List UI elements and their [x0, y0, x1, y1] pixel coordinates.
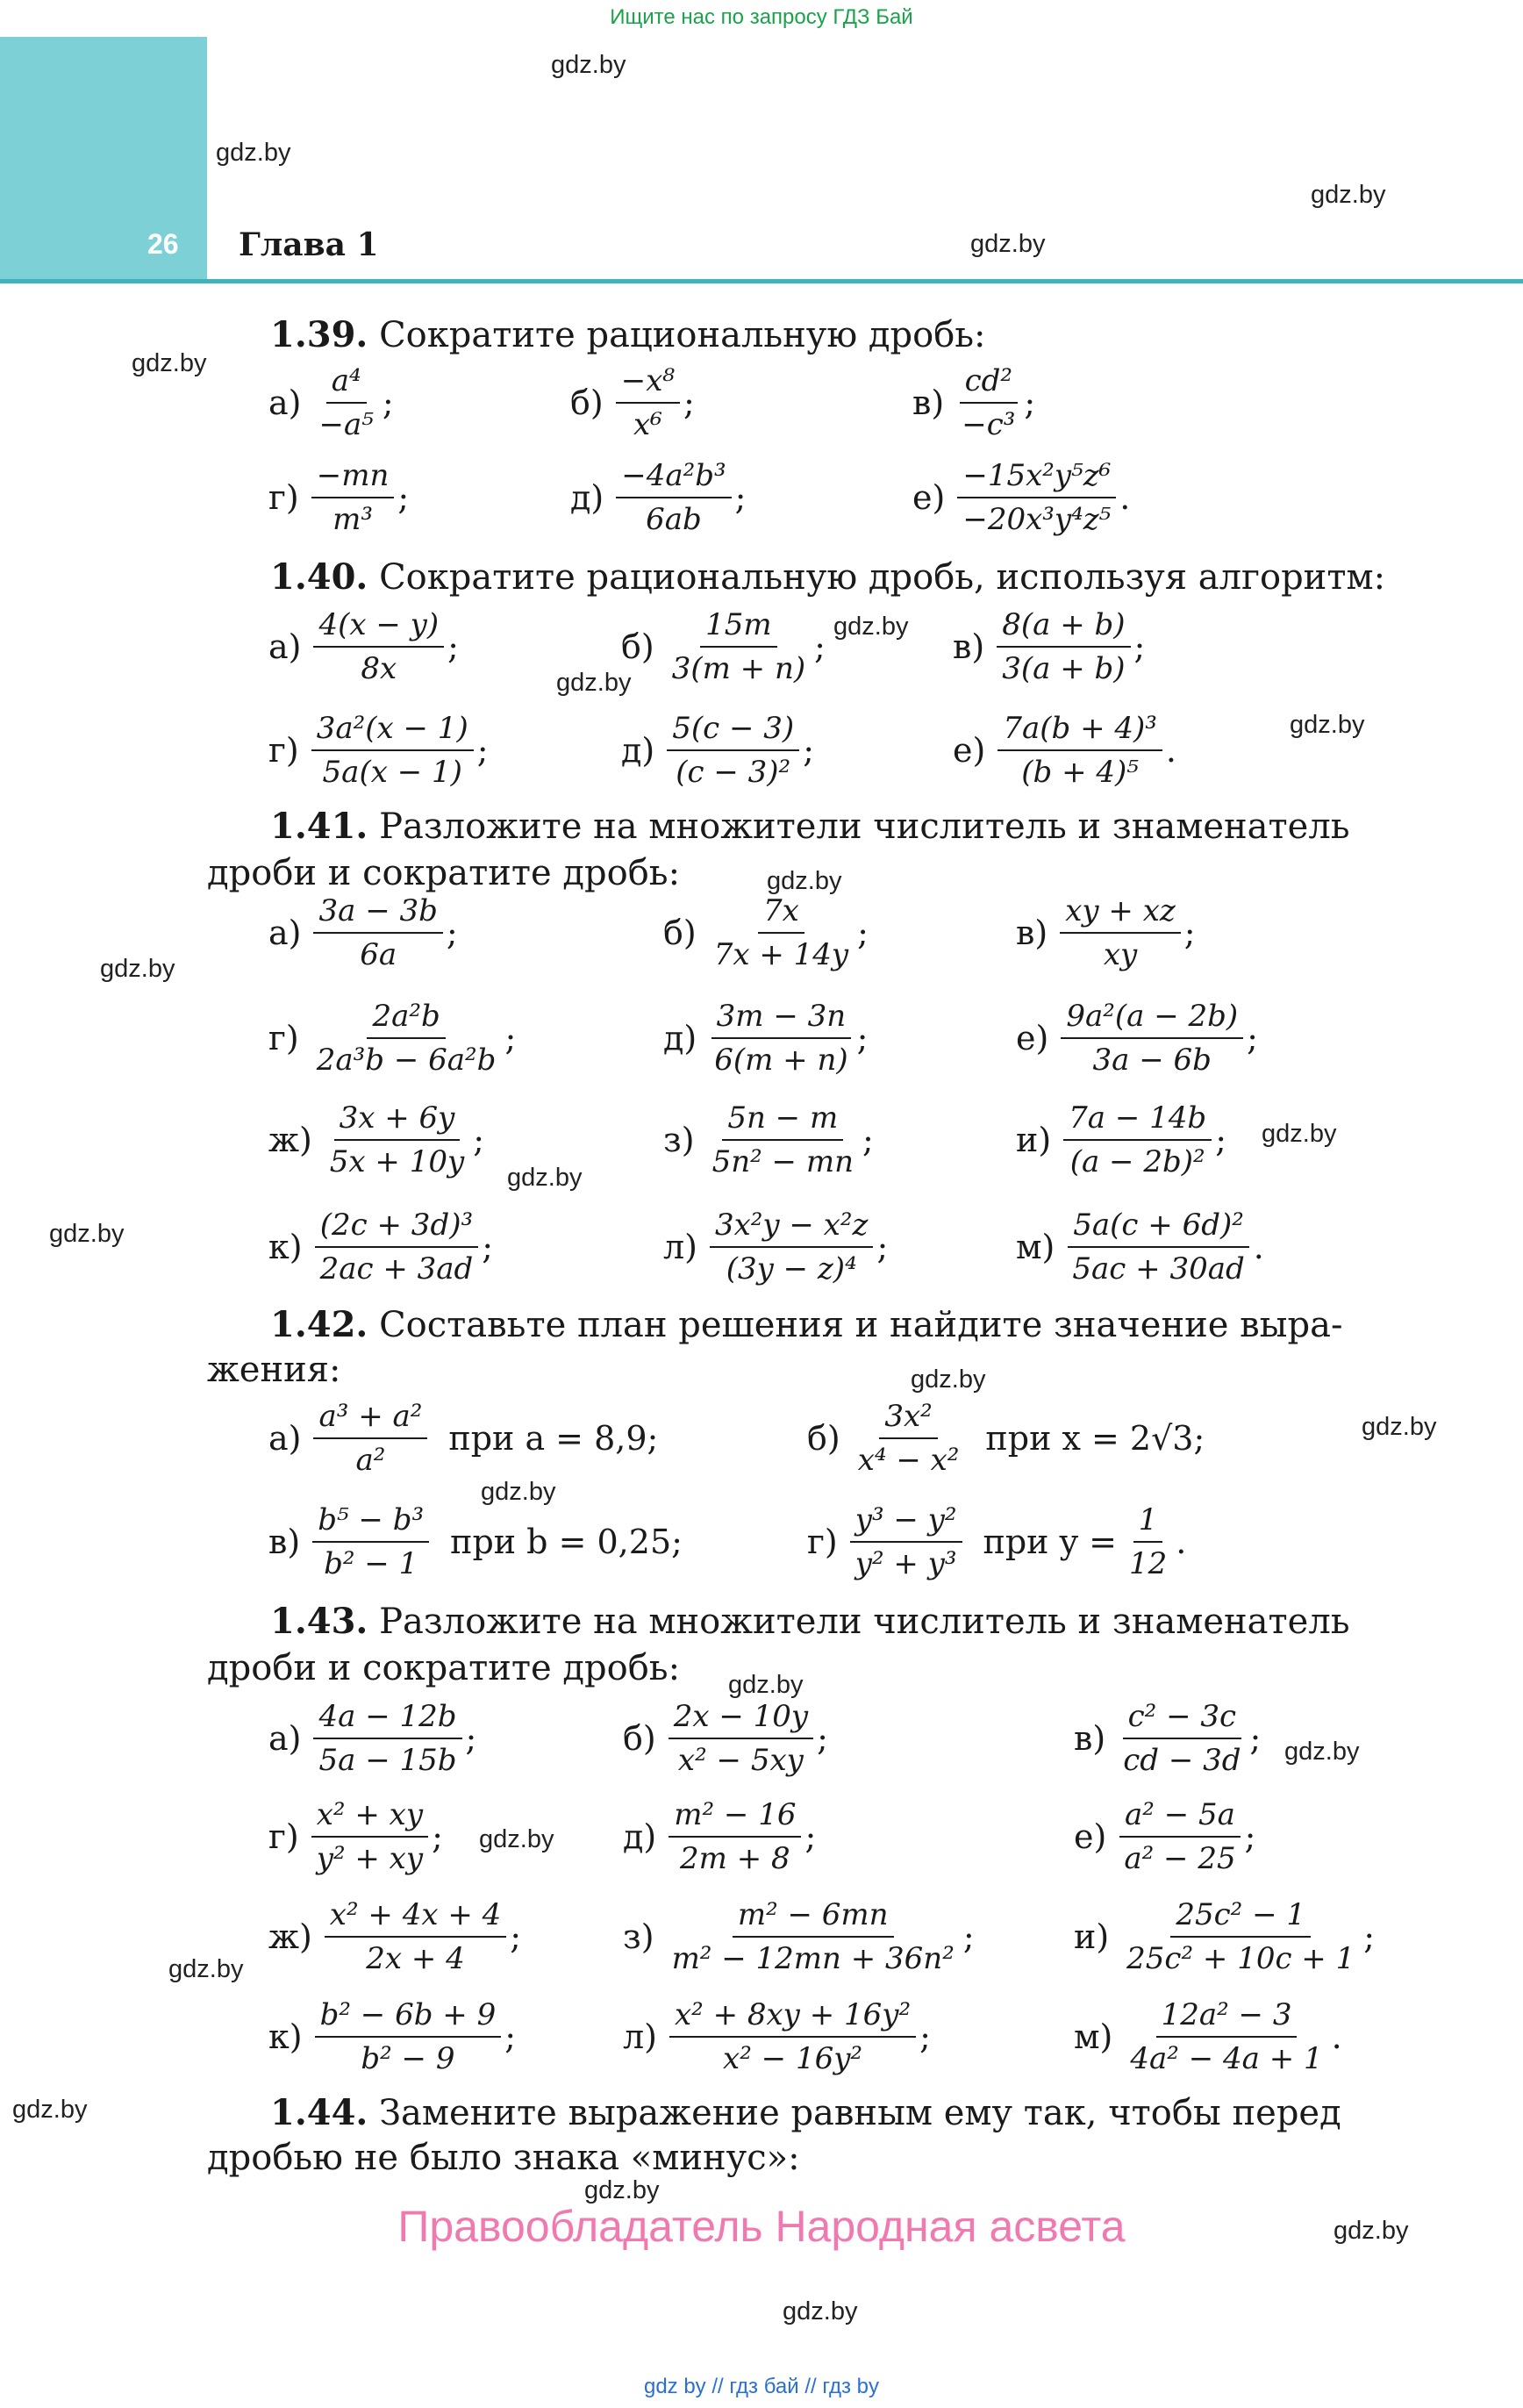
item-label: а): [268, 1419, 302, 1458]
numerator: 25c² − 1: [1170, 1897, 1311, 1938]
watermark: gdz.by: [12, 2096, 88, 2124]
fraction: [313, 363, 378, 442]
copyright-notice: Правообладатель Народная асвета: [397, 2202, 1126, 2251]
item-suffix: ;: [1133, 627, 1146, 666]
watermark: gdz.by: [1284, 1738, 1360, 1766]
denominator: y² + y³: [854, 1546, 957, 1581]
numerator: 15m: [700, 607, 777, 648]
item-label: в): [912, 383, 945, 422]
item-label: б): [570, 383, 604, 422]
numerator: y³ − y²: [850, 1502, 962, 1543]
page-number: 26: [147, 228, 179, 260]
fraction: [313, 1699, 461, 1778]
fraction-item: [1074, 1997, 1342, 2076]
item-label: к): [268, 2017, 303, 2056]
numerator: a³ + a²: [313, 1399, 427, 1439]
fraction: [1121, 1897, 1360, 1976]
fraction: [1063, 1100, 1212, 1179]
denominator: 3a − 6b: [1092, 1043, 1212, 1078]
denominator: a² − 25: [1124, 1841, 1236, 1876]
fraction-item: [621, 711, 814, 790]
item-suffix: ;: [862, 1121, 874, 1159]
fraction: [957, 458, 1116, 537]
item-suffix: ;: [504, 2017, 517, 2056]
task-1-41-heading: [270, 806, 1350, 848]
fraction-item: [1016, 893, 1196, 972]
numerator: 2x − 10y: [669, 1699, 813, 1739]
watermark: gdz.by: [479, 1825, 554, 1853]
fraction-item: [1074, 1897, 1375, 1976]
item-suffix: .: [1165, 731, 1176, 770]
task-text-continuation: дроби и сократите дробь:: [207, 1648, 681, 1688]
item-label: г): [807, 1523, 838, 1561]
chapter-title: Глава 1: [239, 226, 379, 263]
watermark: gdz.by: [507, 1164, 583, 1192]
fraction-item: [1074, 1797, 1255, 1876]
fraction-item: [268, 458, 409, 537]
fraction-item: [623, 1699, 828, 1778]
item-suffix: ;: [1247, 1019, 1258, 1057]
numerator: 3m − 3n: [711, 999, 852, 1039]
fraction: [667, 711, 799, 790]
fraction: [707, 1100, 859, 1179]
denominator: a²: [355, 1443, 386, 1478]
denominator: 7x + 14y: [713, 937, 849, 972]
denominator: (b + 4)⁵: [1021, 755, 1139, 790]
numerator: b⁵ − b³: [312, 1502, 429, 1543]
item-label: м): [1074, 2017, 1113, 2056]
fraction-item: [663, 893, 869, 972]
item-label: е): [1074, 1817, 1107, 1856]
item-suffix: ;: [803, 731, 814, 770]
watermark: gdz.by: [49, 1220, 125, 1248]
denominator: 5a − 15b: [318, 1743, 457, 1778]
watermark: gdz.by: [216, 139, 291, 167]
watermark: gdz.by: [970, 230, 1046, 258]
denominator: 12: [1128, 1546, 1168, 1581]
item-label: а): [268, 914, 302, 952]
fraction: [325, 1100, 469, 1179]
item-label: е): [953, 731, 986, 770]
item-label: б): [623, 1719, 656, 1758]
fraction-item: [1074, 1699, 1261, 1778]
watermark: gdz.by: [100, 955, 175, 983]
item-suffix: ;: [919, 2017, 931, 2056]
item-suffix: ;: [1024, 383, 1036, 422]
item-label: ж): [268, 1917, 312, 1956]
denominator: 5a(x − 1): [322, 755, 462, 790]
item-label: а): [268, 1719, 302, 1758]
fraction: [669, 1699, 813, 1778]
item-suffix: ;: [1183, 914, 1196, 952]
item-suffix: ;: [432, 1817, 443, 1856]
denominator: 4a² − 4a + 1: [1130, 2041, 1323, 2076]
item-label: м): [1016, 1228, 1055, 1266]
fraction: [667, 607, 811, 686]
watermark: gdz.by: [728, 1671, 804, 1699]
fraction-item: [623, 1797, 816, 1876]
numerator: 3x + 6y: [334, 1100, 461, 1141]
numerator: 5n − m: [722, 1100, 843, 1141]
fraction: [313, 1399, 427, 1478]
fraction: [710, 1208, 873, 1286]
item-suffix: ;: [446, 914, 458, 952]
task-text: Разложите на множители числитель и знаменатель: [379, 1602, 1350, 1642]
fraction: [1060, 893, 1181, 972]
item-label: з): [623, 1917, 654, 1956]
denominator: xy: [1103, 937, 1138, 972]
fraction-item: [570, 363, 695, 442]
item-label: д): [570, 478, 604, 517]
task-text: Сократите рациональную дробь:: [379, 315, 986, 355]
item-suffix: .: [1331, 2017, 1342, 2056]
numerator: −x⁸: [616, 363, 680, 404]
numerator: 7a(b + 4)³: [997, 711, 1162, 751]
watermark: gdz.by: [481, 1478, 556, 1506]
item-suffix: ;: [1244, 1817, 1256, 1856]
task-text-continuation: дроби и сократите дробь:: [207, 853, 681, 893]
numerator: m² − 16: [669, 1797, 801, 1838]
denominator: 2a³b − 6a²b: [316, 1043, 497, 1078]
fraction: [1067, 1208, 1249, 1286]
item-label: а): [268, 383, 302, 422]
numerator: 3x²y − x²z: [710, 1208, 873, 1248]
denominator: 5n² − mn: [711, 1144, 854, 1179]
item-label: в): [268, 1523, 301, 1561]
task-number: 1.44.: [270, 2092, 368, 2133]
item-suffix: .: [1176, 1523, 1187, 1561]
item-suffix: .: [1253, 1228, 1264, 1266]
item-suffix: ;: [510, 1917, 522, 1956]
task-number: 1.39.: [270, 314, 368, 355]
item-label: г): [268, 478, 299, 517]
fraction: [313, 893, 442, 972]
item-label: е): [1016, 1019, 1049, 1057]
denominator: y² + xy: [316, 1841, 424, 1876]
task-text-continuation: жения:: [207, 1350, 341, 1390]
item-suffix: ;: [683, 383, 695, 422]
task-1-39-heading: [270, 314, 986, 356]
denominator: x⁴ − x²: [857, 1443, 960, 1478]
fraction-item: [268, 711, 489, 790]
item-label: а): [268, 627, 302, 666]
numerator: 5a(c + 6d)²: [1068, 1208, 1249, 1248]
item-suffix: .: [1119, 478, 1131, 517]
watermark: gdz.by: [168, 1955, 244, 1983]
fraction-item: [268, 363, 394, 442]
numerator: b² − 6b + 9: [315, 1997, 502, 2038]
item-suffix: ;: [382, 383, 394, 422]
numerator: 4(x − y): [313, 607, 444, 648]
watermark: gdz.by: [911, 1365, 986, 1394]
numerator: 7a − 14b: [1063, 1100, 1212, 1141]
fraction-item: [807, 1502, 1186, 1581]
watermark: gdz.by: [1290, 711, 1365, 739]
fraction-item: [912, 363, 1035, 442]
numerator: x² + 4x + 4: [325, 1897, 506, 1938]
fraction-item: [1016, 999, 1258, 1078]
denominator: −c³: [962, 407, 1016, 442]
numerator: cd²: [960, 363, 1018, 404]
fraction-item: [268, 1797, 443, 1876]
item-label: г): [268, 731, 299, 770]
denominator: x² − 5xy: [677, 1743, 804, 1778]
task-number: 1.40.: [270, 556, 368, 598]
item-suffix: при y =: [983, 1523, 1117, 1561]
numerator: 1: [1133, 1502, 1163, 1543]
numerator: xy + xz: [1060, 893, 1181, 934]
item-suffix: ;: [804, 1817, 817, 1856]
fraction-item: [621, 607, 826, 686]
item-label: д): [663, 1019, 697, 1057]
numerator: −4a²b³: [616, 458, 731, 498]
fraction-item: [268, 893, 458, 972]
numerator: (2c + 3d)³: [315, 1208, 478, 1248]
denominator: (3y − z)⁴: [726, 1251, 857, 1286]
item-label: л): [623, 2017, 657, 2056]
watermark: gdz.by: [1334, 2217, 1409, 2245]
item-label: и): [1016, 1121, 1052, 1159]
item-suffix: ;: [447, 627, 459, 666]
item-suffix: ;: [962, 1917, 975, 1956]
fraction: [311, 1797, 428, 1876]
denominator: −20x³y⁴z⁵: [962, 502, 1112, 537]
watermark: gdz.by: [833, 613, 909, 641]
top-banner-link[interactable]: Ищите нас по запросу ГДЗ Бай: [610, 5, 913, 29]
fraction: [1124, 1502, 1172, 1581]
item-label: г): [268, 1019, 299, 1057]
denominator: (c − 3)²: [676, 755, 791, 790]
task-1-42-heading: [270, 1304, 1342, 1346]
item-label: в): [953, 627, 985, 666]
item-label: е): [912, 478, 946, 517]
numerator: a² − 5a: [1119, 1797, 1241, 1838]
item-suffix: ;: [482, 1228, 494, 1266]
fraction: [709, 893, 854, 972]
task-text: Сократите рациональную дробь, используя алгоритм:: [379, 557, 1386, 598]
fraction: [311, 711, 474, 790]
denominator: x² − 16y²: [723, 2041, 863, 2076]
denominator: 6(m + n): [714, 1043, 848, 1078]
fraction: [669, 1797, 801, 1876]
numerator: −mn: [311, 458, 395, 498]
fraction-item: [1016, 1208, 1264, 1286]
item-label: ж): [268, 1121, 312, 1159]
item-suffix: ;: [817, 1719, 828, 1758]
item-suffix: ;: [1363, 1917, 1376, 1956]
denominator: cd − 3d: [1123, 1743, 1241, 1778]
item-label: в): [1074, 1719, 1106, 1758]
item-label: д): [623, 1817, 657, 1856]
numerator: x² + 8xy + 16y²: [669, 1997, 916, 2038]
denominator: 3(m + n): [671, 651, 806, 686]
fraction-item: [268, 607, 459, 686]
denominator: 6ab: [646, 502, 702, 537]
task-1-40-heading: [270, 556, 1385, 598]
fraction-item: [268, 1502, 683, 1581]
fraction: [850, 1502, 962, 1581]
fraction-item: [268, 1897, 521, 1976]
fraction-item: [623, 1997, 931, 2076]
fraction-item: [268, 1399, 658, 1478]
task-text: Замените выражение равным ему так, чтобы перед: [379, 2093, 1341, 2133]
numerator: 2a²b: [367, 999, 445, 1039]
item-label: з): [663, 1121, 695, 1159]
task-1-44-heading: [270, 2092, 1341, 2134]
fraction: [667, 1897, 960, 1976]
fraction-item: [570, 458, 746, 537]
fraction-item: [953, 607, 1145, 686]
bottom-banner-link[interactable]: gdz by // гдз бай // гдз by: [643, 2375, 880, 2398]
numerator: a⁴: [326, 363, 367, 404]
item-suffix: ;: [857, 914, 869, 952]
item-suffix: ;: [876, 1228, 889, 1266]
fraction: [997, 711, 1162, 790]
numerator: m² − 6mn: [733, 1897, 894, 1938]
numerator: 3x²: [879, 1399, 937, 1439]
watermark: gdz.by: [1362, 1413, 1437, 1441]
fraction: [311, 458, 395, 537]
task-number: 1.41.: [270, 806, 368, 847]
watermark: gdz.by: [1262, 1120, 1337, 1148]
item-suffix: ;: [504, 1019, 517, 1057]
watermark: gdz.by: [783, 2297, 858, 2326]
task-text-continuation: дробью не было знака «минус»:: [207, 2138, 800, 2178]
denominator: 5ac + 30ad: [1072, 1251, 1245, 1286]
item-suffix: ;: [1215, 1121, 1227, 1159]
numerator: 12a² − 3: [1156, 1997, 1298, 2038]
fraction-item: [268, 1100, 484, 1179]
numerator: −15x²y⁵z⁶: [957, 458, 1116, 498]
fraction-item: [953, 711, 1176, 790]
watermark: gdz.by: [767, 867, 842, 895]
fraction: [853, 1399, 965, 1478]
denominator: 2ac + 3ad: [319, 1251, 474, 1286]
denominator: (a − 2b)²: [1069, 1144, 1205, 1179]
fraction-item: [663, 1100, 874, 1179]
denominator: b² − 9: [361, 2041, 455, 2076]
denominator: 6a: [360, 937, 397, 972]
item-suffix: ;: [856, 1019, 869, 1057]
item-label: к): [268, 1228, 303, 1266]
fraction: [1119, 1797, 1241, 1876]
fraction-item: [1016, 1100, 1226, 1179]
fraction-item: [912, 458, 1130, 537]
denominator: 5x + 10y: [329, 1144, 465, 1179]
task-text: Составьте план решения и найдите значение выра-: [379, 1305, 1343, 1345]
fraction-item: [623, 1897, 975, 1976]
denominator: 2m + 8: [680, 1841, 790, 1876]
item-suffix: ;: [397, 478, 410, 517]
denominator: 25c² + 10c + 1: [1126, 1941, 1355, 1976]
item-suffix: ;: [814, 627, 826, 666]
denominator: −a⁵: [318, 407, 374, 442]
denominator: 2x + 4: [366, 1941, 465, 1976]
watermark: gdz.by: [551, 51, 626, 79]
numerator: 9a²(a − 2b): [1061, 999, 1243, 1039]
denominator: m³: [332, 502, 373, 537]
fraction: [616, 363, 680, 442]
numerator: 3a − 3b: [313, 893, 442, 934]
header-divider: [0, 279, 1523, 283]
task-text: Разложите на множители числитель и знаменатель: [379, 806, 1350, 847]
item-label: д): [621, 731, 655, 770]
watermark: gdz.by: [132, 349, 207, 377]
fraction-item: [663, 1208, 888, 1286]
watermark: gdz.by: [556, 669, 632, 697]
fraction: [669, 1997, 916, 2076]
fraction: [1125, 1997, 1327, 2076]
item-label: б): [663, 914, 697, 952]
fraction: [315, 1208, 479, 1286]
fraction: [312, 1502, 429, 1581]
fraction: [1061, 999, 1243, 1078]
numerator: 3a²(x − 1): [311, 711, 474, 751]
fraction: [709, 999, 853, 1078]
task-1-43-heading: [270, 1601, 1350, 1643]
fraction: [616, 458, 731, 537]
item-suffix: при a = 8,9;: [448, 1419, 659, 1458]
denominator: m² − 12mn + 36n²: [671, 1941, 955, 1976]
numerator: 8(a + b): [997, 607, 1130, 648]
item-label: л): [663, 1228, 697, 1266]
fraction-item: [268, 1699, 476, 1778]
item-label: г): [268, 1817, 299, 1856]
item-label: б): [807, 1419, 840, 1458]
fraction: [1118, 1699, 1246, 1778]
denominator: 3(a + b): [1002, 651, 1126, 686]
fraction: [956, 363, 1020, 442]
item-suffix: ;: [1249, 1719, 1262, 1758]
item-label: в): [1016, 914, 1048, 952]
numerator: x² + xy: [311, 1797, 428, 1838]
watermark: gdz.by: [584, 2176, 660, 2204]
task-number: 1.42.: [270, 1304, 368, 1345]
numerator: c² − 3c: [1123, 1699, 1241, 1739]
fraction: [315, 1997, 502, 2076]
watermark: gdz.by: [1311, 181, 1386, 209]
item-suffix: ;: [465, 1719, 477, 1758]
item-label: б): [621, 627, 654, 666]
fraction: [997, 607, 1130, 686]
fraction: [313, 607, 444, 686]
fraction-item: [268, 999, 516, 1078]
fraction: [311, 999, 502, 1078]
fraction-item: [663, 999, 868, 1078]
item-suffix: ;: [734, 478, 747, 517]
item-suffix: ;: [476, 731, 489, 770]
item-suffix: при b = 0,25;: [450, 1523, 683, 1561]
numerator: 4a − 12b: [313, 1699, 461, 1739]
fraction-item: [268, 1208, 493, 1286]
fraction: [325, 1897, 506, 1976]
item-suffix: ;: [473, 1121, 484, 1159]
item-suffix: при x = 2√3;: [985, 1419, 1205, 1458]
denominator: 8x: [361, 651, 397, 686]
fraction-item: [268, 1997, 516, 2076]
item-label: и): [1074, 1917, 1110, 1956]
fraction-item: [807, 1399, 1205, 1478]
task-number: 1.43.: [270, 1601, 368, 1642]
denominator: b² − 1: [324, 1546, 418, 1581]
numerator: 7x: [758, 893, 804, 934]
denominator: x⁶: [633, 407, 662, 442]
numerator: 5(c − 3): [667, 711, 799, 751]
